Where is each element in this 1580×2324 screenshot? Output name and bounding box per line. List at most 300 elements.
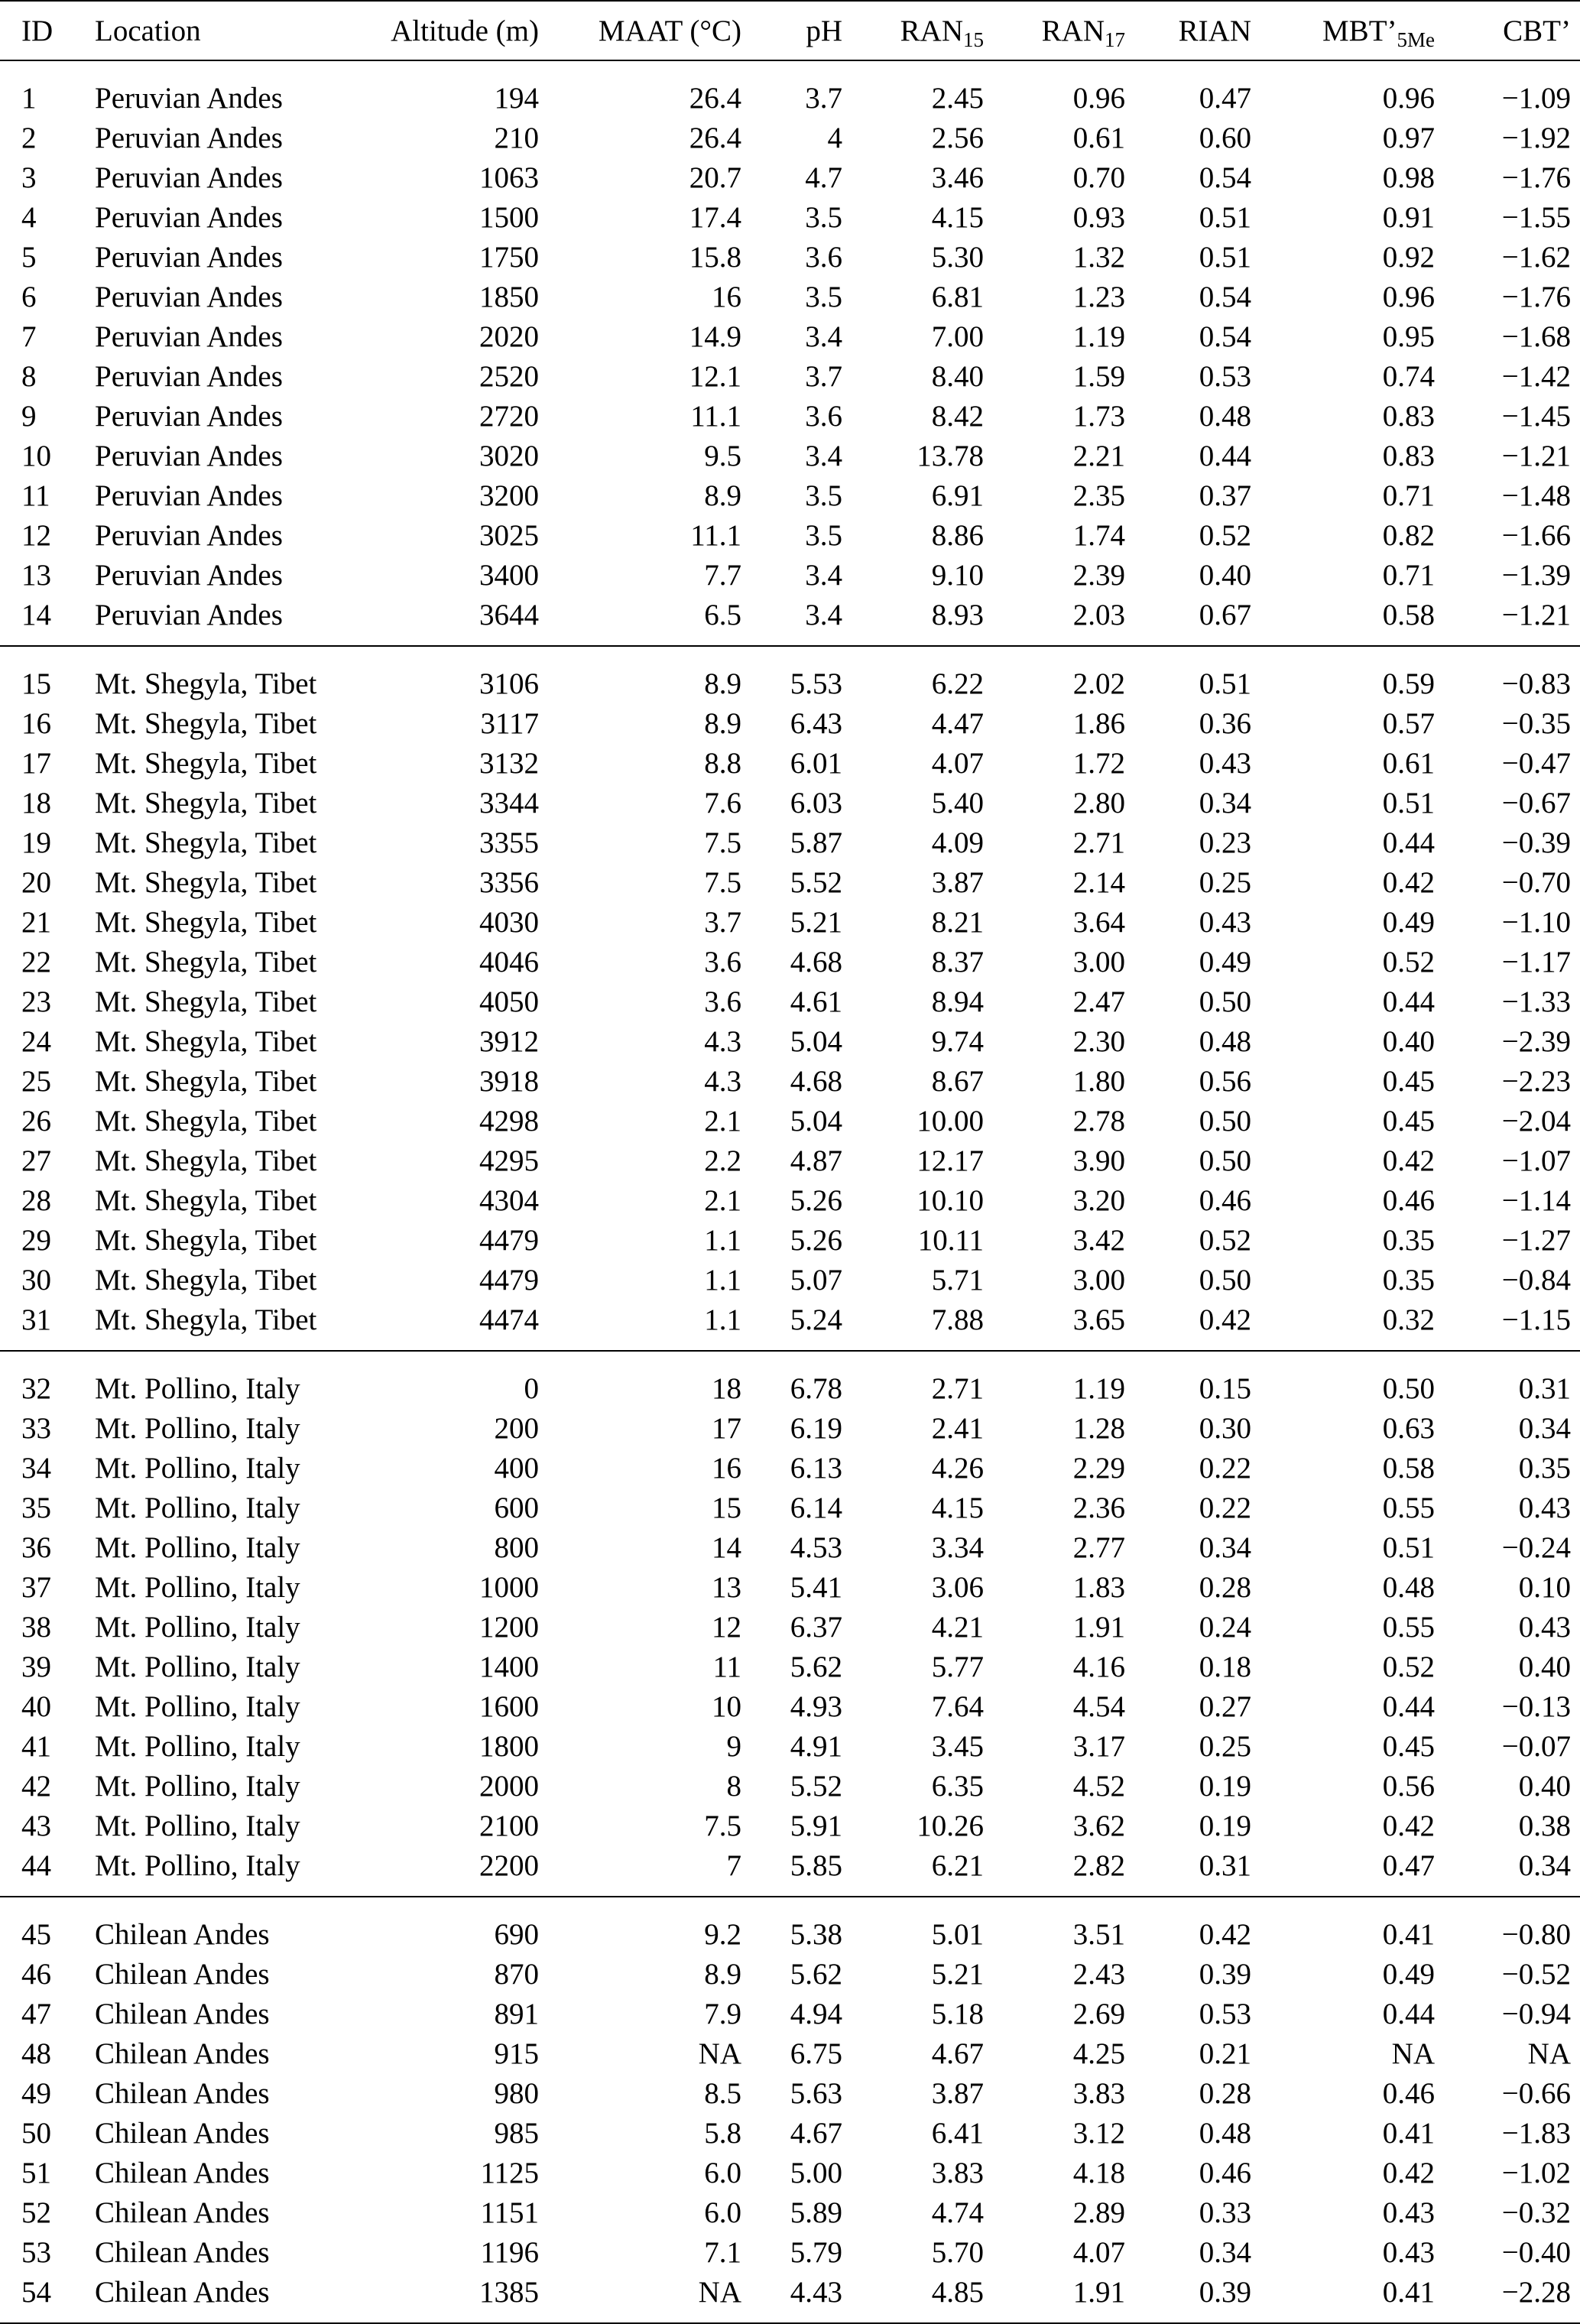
table-row [0, 1101, 1580, 1141]
cell-ph: 5.52 [790, 865, 842, 899]
cell-ran17: 1.19 [1072, 1371, 1125, 1405]
cell-cbt: −1.27 [1501, 1223, 1571, 1257]
cell-ph: 4.93 [790, 1689, 842, 1723]
cell-ph: 3.6 [805, 399, 842, 433]
cell-rian: 0.48 [1199, 2116, 1251, 2150]
cell-rian: 0.50 [1199, 1104, 1251, 1138]
cell-rian: 0.34 [1199, 1530, 1251, 1564]
table-row [0, 555, 1580, 595]
cell-id: 5 [21, 240, 37, 274]
cell-ran15: 3.87 [931, 2076, 984, 2110]
cell-altitude: 3020 [479, 439, 539, 472]
cell-rian: 0.21 [1199, 2037, 1251, 2070]
cell-ph: 3.7 [805, 359, 842, 393]
cell-altitude: 3644 [479, 598, 539, 631]
cell-rian: 0.37 [1199, 479, 1251, 512]
cell-location: Peruvian Andes [95, 399, 283, 433]
cell-id: 10 [21, 439, 51, 472]
cell-ph: 3.7 [805, 81, 842, 115]
cell-cbt: −1.33 [1501, 985, 1571, 1018]
table-row [0, 396, 1580, 436]
cell-ran15: 8.67 [931, 1064, 984, 1098]
cell-ran17: 2.43 [1072, 1957, 1125, 1991]
cell-ran15: 4.26 [931, 1451, 984, 1485]
cell-rian: 0.49 [1199, 945, 1251, 979]
cell-cbt: −1.76 [1501, 280, 1571, 313]
cell-ph: 3.5 [805, 280, 842, 313]
cell-id: 46 [21, 1957, 51, 1991]
table-row [0, 2034, 1580, 2073]
cell-maat: 17.4 [689, 200, 741, 234]
cell-ran15: 2.56 [931, 121, 984, 154]
cell-ran17: 2.35 [1072, 479, 1125, 512]
cell-mbt: 0.58 [1382, 1451, 1435, 1485]
cell-id: 24 [21, 1024, 51, 1058]
cell-rian: 0.51 [1199, 200, 1251, 234]
table-row [0, 862, 1580, 902]
cell-maat: 1.1 [704, 1303, 741, 1336]
cell-mbt: 0.50 [1382, 1371, 1435, 1405]
cell-cbt: −0.94 [1501, 1997, 1571, 2030]
cell-ph: 6.03 [790, 786, 842, 820]
cell-maat: 8.9 [704, 667, 741, 700]
cell-cbt: −0.52 [1501, 1957, 1571, 1991]
cell-altitude: 0 [524, 1371, 539, 1405]
cell-mbt: 0.52 [1382, 945, 1435, 979]
table-row [0, 2232, 1580, 2272]
table-group [0, 60, 1580, 646]
cell-altitude: 3400 [479, 558, 539, 592]
cell-mbt: 0.44 [1382, 985, 1435, 1018]
cell-cbt: −1.55 [1501, 200, 1571, 234]
cell-rian: 0.52 [1199, 518, 1251, 552]
cell-rian: 0.34 [1199, 786, 1251, 820]
cell-cbt: −1.02 [1501, 2156, 1571, 2189]
header-ran17-sub: 17 [1105, 28, 1125, 51]
cell-rian: 0.33 [1199, 2196, 1251, 2229]
table-row [0, 1061, 1580, 1101]
cell-ran15: 6.35 [931, 1769, 984, 1803]
cell-location: Mt. Shegyla, Tibet [95, 985, 317, 1018]
cell-ph: 5.62 [790, 1957, 842, 1991]
cell-ran15: 8.86 [931, 518, 984, 552]
cell-maat: 9.5 [704, 439, 741, 472]
cell-rian: 0.56 [1199, 1064, 1251, 1098]
cell-maat: 12.1 [689, 359, 741, 393]
cell-mbt: 0.44 [1382, 826, 1435, 859]
cell-id: 20 [21, 865, 51, 899]
cell-id: 21 [21, 905, 51, 939]
cell-ran15: 5.30 [931, 240, 984, 274]
table-row [0, 1180, 1580, 1220]
cell-ran17: 2.30 [1072, 1024, 1125, 1058]
cell-location: Chilean Andes [95, 1917, 270, 1951]
cell-ph: 4.68 [790, 945, 842, 979]
cell-rian: 0.34 [1199, 2235, 1251, 2269]
cell-rian: 0.50 [1199, 1144, 1251, 1177]
cell-id: 23 [21, 985, 51, 1018]
cell-ran17: 2.80 [1072, 786, 1125, 820]
cell-ran17: 4.16 [1072, 1650, 1125, 1683]
table-row [0, 1488, 1580, 1527]
cell-rian: 0.28 [1199, 1570, 1251, 1604]
cell-mbt: 0.74 [1382, 359, 1435, 393]
cell-cbt: −1.15 [1501, 1303, 1571, 1336]
cell-ran17: 3.51 [1072, 1917, 1125, 1951]
cell-id: 45 [21, 1917, 51, 1951]
cell-maat: 8.9 [704, 1957, 741, 1991]
table-row [0, 703, 1580, 743]
cell-mbt: 0.32 [1382, 1303, 1435, 1336]
cell-ran15: 7.00 [931, 320, 984, 353]
cell-ph: 6.43 [790, 706, 842, 740]
cell-maat: NA [698, 2037, 741, 2070]
cell-ph: 4.94 [790, 1997, 842, 2030]
cell-id: 6 [21, 280, 37, 313]
cell-cbt: −1.68 [1501, 320, 1571, 353]
cell-mbt: 0.59 [1382, 667, 1435, 700]
cell-mbt: 0.98 [1382, 161, 1435, 194]
cell-id: 29 [21, 1223, 51, 1257]
cell-maat: 2.1 [704, 1104, 741, 1138]
cell-maat: 3.6 [704, 945, 741, 979]
cell-cbt: 0.43 [1518, 1491, 1571, 1524]
cell-mbt: 0.47 [1382, 1848, 1435, 1882]
cell-ran17: 2.29 [1072, 1451, 1125, 1485]
cell-altitude: 870 [494, 1957, 539, 1991]
cell-id: 41 [21, 1729, 51, 1763]
cell-altitude: 400 [494, 1451, 539, 1485]
cell-ph: 5.26 [790, 1223, 842, 1257]
cell-ran15: 9.10 [931, 558, 984, 592]
cell-id: 30 [21, 1263, 51, 1297]
cell-mbt: 0.96 [1382, 81, 1435, 115]
cell-id: 33 [21, 1411, 51, 1445]
cell-location: Mt. Shegyla, Tibet [95, 1144, 317, 1177]
table-row [0, 197, 1580, 237]
cell-ph: 4.61 [790, 985, 842, 1018]
cell-location: Chilean Andes [95, 2037, 270, 2070]
cell-rian: 0.47 [1199, 81, 1251, 115]
cell-ran15: 12.17 [917, 1144, 984, 1177]
cell-maat: 8.9 [704, 706, 741, 740]
cell-ran17: 2.14 [1072, 865, 1125, 899]
cell-mbt: 0.35 [1382, 1223, 1435, 1257]
cell-id: 34 [21, 1451, 51, 1485]
cell-altitude: 980 [494, 2076, 539, 2110]
cell-rian: 0.40 [1199, 558, 1251, 592]
cell-altitude: 3355 [479, 826, 539, 859]
cell-id: 22 [21, 945, 51, 979]
table-row [0, 942, 1580, 982]
cell-maat: 7.5 [704, 826, 741, 859]
cell-ran15: 3.87 [931, 865, 984, 899]
cell-rian: 0.22 [1199, 1451, 1251, 1485]
cell-ph: 5.91 [790, 1809, 842, 1842]
cell-altitude: 1385 [479, 2275, 539, 2309]
cell-cbt: −1.92 [1501, 121, 1571, 154]
cell-altitude: 1000 [479, 1570, 539, 1604]
cell-maat: 6.0 [704, 2196, 741, 2229]
cell-maat: 16 [712, 1451, 741, 1485]
cell-cbt: NA [1527, 2037, 1571, 2070]
cell-location: Mt. Pollino, Italy [95, 1530, 300, 1564]
cell-ran15: 5.71 [931, 1263, 984, 1297]
cell-ran17: 1.28 [1072, 1411, 1125, 1445]
cell-location: Chilean Andes [95, 2196, 270, 2229]
cell-ph: 4.53 [790, 1530, 842, 1564]
table-row [0, 1351, 1580, 1408]
cell-location: Mt. Pollino, Italy [95, 1371, 300, 1405]
cell-id: 26 [21, 1104, 51, 1138]
table-row [0, 1726, 1580, 1766]
cell-altitude: 4050 [479, 985, 539, 1018]
cell-maat: 6.5 [704, 598, 741, 631]
header-id: ID [21, 14, 54, 47]
cell-ran15: 4.09 [931, 826, 984, 859]
cell-mbt: 0.92 [1382, 240, 1435, 274]
cell-rian: 0.39 [1199, 1957, 1251, 1991]
cell-rian: 0.54 [1199, 161, 1251, 194]
cell-cbt: −0.84 [1501, 1263, 1571, 1297]
cell-altitude: 1200 [479, 1610, 539, 1644]
header-mbt-base: MBT’ [1322, 14, 1397, 47]
cell-ran17: 1.86 [1072, 706, 1125, 740]
cell-rian: 0.43 [1199, 746, 1251, 780]
cell-ph: 6.75 [790, 2037, 842, 2070]
cell-id: 28 [21, 1183, 51, 1217]
cell-altitude: 3106 [479, 667, 539, 700]
table-row [0, 1448, 1580, 1488]
cell-rian: 0.43 [1199, 905, 1251, 939]
cell-ran15: 4.74 [931, 2196, 984, 2229]
cell-rian: 0.46 [1199, 2156, 1251, 2189]
cell-maat: 13 [712, 1570, 741, 1604]
table-row [0, 1220, 1580, 1260]
cell-cbt: −0.24 [1501, 1530, 1571, 1564]
cell-location: Mt. Pollino, Italy [95, 1570, 300, 1604]
cell-ran17: 2.78 [1072, 1104, 1125, 1138]
cell-ran15: 8.94 [931, 985, 984, 1018]
cell-location: Mt. Shegyla, Tibet [95, 905, 317, 939]
cell-cbt: −1.39 [1501, 558, 1571, 592]
cell-ph: 4 [827, 121, 842, 154]
cell-cbt: −0.80 [1501, 1917, 1571, 1951]
cell-ph: 5.04 [790, 1104, 842, 1138]
cell-cbt: −0.47 [1501, 746, 1571, 780]
cell-ran17: 3.00 [1072, 945, 1125, 979]
cell-rian: 0.19 [1199, 1769, 1251, 1803]
cell-id: 44 [21, 1848, 51, 1882]
table-row [0, 1567, 1580, 1607]
table-row [0, 2153, 1580, 2193]
cell-id: 15 [21, 667, 51, 700]
cell-maat: 7.7 [704, 558, 741, 592]
cell-ran17: 4.52 [1072, 1769, 1125, 1803]
cell-id: 36 [21, 1530, 51, 1564]
cell-location: Peruvian Andes [95, 558, 283, 592]
cell-maat: 1.1 [704, 1223, 741, 1257]
cell-maat: 7.5 [704, 865, 741, 899]
cell-id: 32 [21, 1371, 51, 1405]
cell-ran15: 4.85 [931, 2275, 984, 2309]
cell-cbt: −1.45 [1501, 399, 1571, 433]
table-row [0, 743, 1580, 783]
cell-maat: 10 [712, 1689, 741, 1723]
header-ran15-sub: 15 [963, 28, 984, 51]
cell-mbt: 0.45 [1382, 1064, 1435, 1098]
table-row [0, 2073, 1580, 2113]
table-row [0, 1647, 1580, 1686]
cell-location: Mt. Pollino, Italy [95, 1491, 300, 1524]
cell-ran17: 3.64 [1072, 905, 1125, 939]
cell-location: Peruvian Andes [95, 81, 283, 115]
cell-mbt: 0.41 [1382, 2275, 1435, 2309]
cell-ran17: 4.07 [1072, 2235, 1125, 2269]
cell-ph: 3.4 [805, 558, 842, 592]
cell-ran15: 4.07 [931, 746, 984, 780]
cell-mbt: 0.71 [1382, 558, 1435, 592]
cell-ph: 4.68 [790, 1064, 842, 1098]
cell-ran15: 8.40 [931, 359, 984, 393]
cell-altitude: 1400 [479, 1650, 539, 1683]
cell-rian: 0.50 [1199, 1263, 1251, 1297]
cell-ph: 5.00 [790, 2156, 842, 2189]
cell-id: 3 [21, 161, 37, 194]
header-ph: pH [806, 14, 842, 47]
cell-location: Chilean Andes [95, 2235, 270, 2269]
header-ran15 [852, 1, 993, 60]
cell-location: Mt. Shegyla, Tibet [95, 1263, 317, 1297]
header-location: Location [95, 14, 201, 47]
cell-ran15: 2.45 [931, 81, 984, 115]
cell-altitude: 4298 [479, 1104, 539, 1138]
cell-cbt: −0.32 [1501, 2196, 1571, 2229]
cell-id: 51 [21, 2156, 51, 2189]
cell-maat: 4.3 [704, 1024, 741, 1058]
cell-ph: 5.79 [790, 2235, 842, 2269]
header-altitude: Altitude (m) [391, 14, 539, 47]
cell-rian: 0.54 [1199, 280, 1251, 313]
cell-ph: 3.4 [805, 439, 842, 472]
cell-ran17: 3.83 [1072, 2076, 1125, 2110]
cell-altitude: 4046 [479, 945, 539, 979]
cell-ph: 6.13 [790, 1451, 842, 1485]
cell-ran17: 0.93 [1072, 200, 1125, 234]
cell-maat: 6.0 [704, 2156, 741, 2189]
table-row [0, 60, 1580, 118]
cell-id: 9 [21, 399, 37, 433]
cell-cbt: 0.38 [1518, 1809, 1571, 1842]
cell-ran15: 3.83 [931, 2156, 984, 2189]
cell-altitude: 1600 [479, 1689, 539, 1723]
cell-location: Chilean Andes [95, 2156, 270, 2189]
cell-mbt: 0.96 [1382, 280, 1435, 313]
cell-ran15: 5.18 [931, 1997, 984, 2030]
cell-altitude: 4030 [479, 905, 539, 939]
cell-altitude: 3132 [479, 746, 539, 780]
cell-id: 50 [21, 2116, 51, 2150]
cell-ran15: 2.41 [931, 1411, 984, 1445]
cell-id: 35 [21, 1491, 51, 1524]
cell-ran17: 0.70 [1072, 161, 1125, 194]
cell-rian: 0.67 [1199, 598, 1251, 631]
cell-ran17: 3.62 [1072, 1809, 1125, 1842]
cell-mbt: 0.40 [1382, 1024, 1435, 1058]
cell-ph: 6.14 [790, 1491, 842, 1524]
table-group [0, 1351, 1580, 1897]
cell-maat: 3.7 [704, 905, 741, 939]
cell-altitude: 3200 [479, 479, 539, 512]
cell-location: Peruvian Andes [95, 121, 283, 154]
cell-location: Mt. Shegyla, Tibet [95, 667, 317, 700]
cell-cbt: −2.23 [1501, 1064, 1571, 1098]
table-header [0, 1, 1580, 60]
cell-ran15: 4.47 [931, 706, 984, 740]
cell-id: 39 [21, 1650, 51, 1683]
cell-ran17: 2.36 [1072, 1491, 1125, 1524]
table-row [0, 1806, 1580, 1845]
cell-ran17: 2.89 [1072, 2196, 1125, 2229]
cell-ph: 5.38 [790, 1917, 842, 1951]
cell-location: Peruvian Andes [95, 598, 283, 631]
cell-mbt: 0.41 [1382, 1917, 1435, 1951]
cell-mbt: 0.45 [1382, 1729, 1435, 1763]
cell-location: Mt. Pollino, Italy [95, 1729, 300, 1763]
cell-ran17: 3.00 [1072, 1263, 1125, 1297]
cell-ran15: 6.81 [931, 280, 984, 313]
cell-ran17: 0.96 [1072, 81, 1125, 115]
cell-altitude: 2000 [479, 1769, 539, 1803]
cell-maat: 20.7 [689, 161, 741, 194]
cell-maat: 11.1 [690, 518, 741, 552]
cell-id: 11 [21, 479, 50, 512]
cell-ran17: 1.83 [1072, 1570, 1125, 1604]
cell-mbt: 0.48 [1382, 1570, 1435, 1604]
table-row [0, 1954, 1580, 1994]
cell-altitude: 800 [494, 1530, 539, 1564]
cell-id: 54 [21, 2275, 51, 2309]
cell-mbt: 0.55 [1382, 1491, 1435, 1524]
table-row [0, 1021, 1580, 1061]
cell-rian: 0.42 [1199, 1303, 1251, 1336]
cell-rian: 0.53 [1199, 359, 1251, 393]
cell-ran15: 9.74 [931, 1024, 984, 1058]
table-row [0, 646, 1580, 703]
cell-mbt: 0.42 [1382, 1144, 1435, 1177]
cell-ran15: 10.00 [917, 1104, 984, 1138]
cell-rian: 0.28 [1199, 2076, 1251, 2110]
cell-ran15: 8.37 [931, 945, 984, 979]
cell-altitude: 3344 [479, 786, 539, 820]
cell-id: 52 [21, 2196, 51, 2229]
cell-ran17: 4.18 [1072, 2156, 1125, 2189]
cell-maat: 1.1 [704, 1263, 741, 1297]
cell-cbt: −1.17 [1501, 945, 1571, 979]
cell-location: Mt. Pollino, Italy [95, 1451, 300, 1485]
cell-altitude: 2200 [479, 1848, 539, 1882]
cell-ran17: 2.03 [1072, 598, 1125, 631]
cell-rian: 0.53 [1199, 1997, 1251, 2030]
cell-location: Mt. Pollino, Italy [95, 1809, 300, 1842]
cell-altitude: 1800 [479, 1729, 539, 1763]
cell-ran17: 1.91 [1072, 1610, 1125, 1644]
cell-maat: 7.9 [704, 1997, 741, 2030]
cell-location: Mt. Shegyla, Tibet [95, 826, 317, 859]
cell-rian: 0.39 [1199, 2275, 1251, 2309]
cell-cbt: −1.10 [1501, 905, 1571, 939]
cell-location: Mt. Pollino, Italy [95, 1610, 300, 1644]
